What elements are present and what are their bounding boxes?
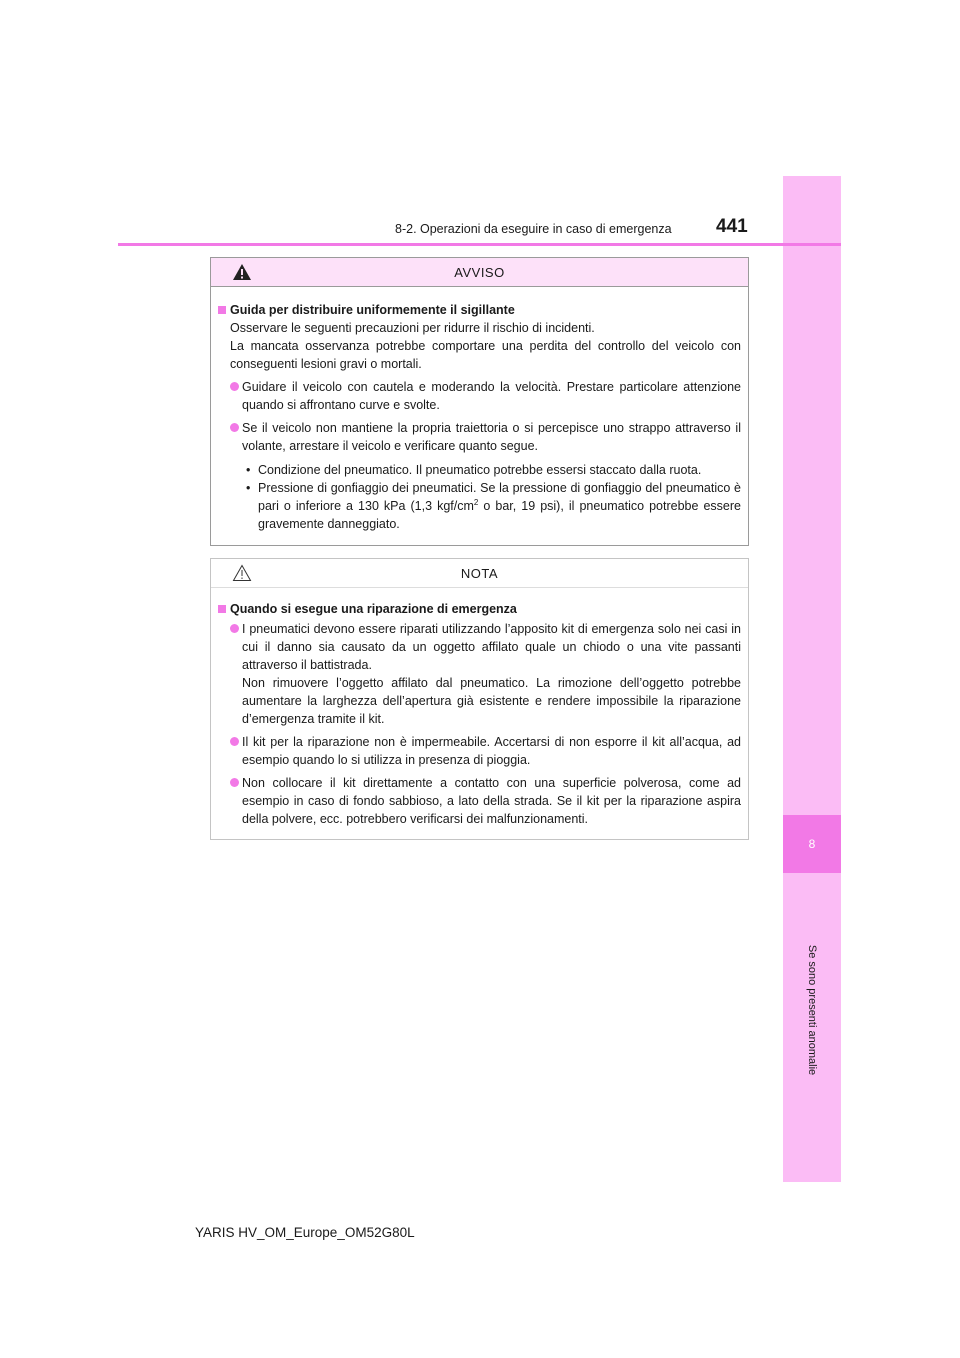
- dot-bullet-icon: [230, 737, 239, 746]
- dot-bullet-icon: [230, 778, 239, 787]
- warning-sub-item: • Condizione del pneumatico. Il pneumatico potrebbe essersi staccato dalla ruota.: [246, 463, 702, 477]
- warning-bullet: Guidare il veicolo con cautela e moderando la velocità. Prestare particolare attenzione quando si affrontano curve e svolte.: [218, 378, 741, 414]
- warning-section-title: Guida per distribuire uniformemente il sigillante: [218, 301, 741, 319]
- header-rule: [118, 243, 841, 246]
- note-box: [210, 558, 749, 840]
- warning-triangle-outline-icon: [232, 564, 252, 585]
- dot-bullet-icon: [230, 624, 239, 633]
- warning-intro-1: Osservare le seguenti precauzioni per ridurre il rischio di incidenti.: [230, 321, 595, 335]
- warning-intro-2: La mancata osservanza potrebbe comportare una perdita del controllo del veicolo con conseguenti lesioni gravi o mortali.: [230, 339, 741, 371]
- page-number: 441: [716, 216, 748, 237]
- dot-bullet-icon: [230, 382, 239, 391]
- note-header: [211, 559, 748, 588]
- warning-bullet: Se il veicolo non mantiene la propria traiettoria o si percepisce uno strappo attraverso il volante, arrestare il veicolo e verificare quanto segue.: [218, 419, 741, 455]
- chapter-number: 8: [808, 837, 816, 851]
- note-title: NOTA: [460, 565, 499, 581]
- chapter-tab: [783, 815, 841, 873]
- dot-bullet-icon: [230, 423, 239, 432]
- note-bullet: Non collocare il kit direttamente a contatto con una superficie polverosa, come ad esempio in caso di fondo sabbioso, a lato della strada. Se il kit per la riparazione aspira della polvere, ecc. potrebbero verificarsi dei malfunzionamenti.: [218, 774, 741, 828]
- warning-header: [211, 258, 748, 287]
- section-header: 8-2. Operazioni da eseguire in caso di emergenza: [395, 222, 672, 236]
- footer-doc-id: YARIS HV_OM_Europe_OM52G80L: [195, 1225, 415, 1240]
- square-bullet-icon: [218, 605, 226, 613]
- note-bullet: I pneumatici devono essere riparati utilizzando l’apposito kit di emergenza solo nei casi in cui il danno sia causato da un oggetto affilato quale un chiodo o una vite passanti attraverso il battistrada. Non rimuovere l’oggetto affilato dal pneumatico. La rimozione dell’oggetto potrebbe aumentare la larghezza dell’apertura già esistente e rendere impossibile la riparazione d’emergenza tramite il kit.: [218, 620, 741, 728]
- note-bullet: Il kit per la riparazione non è impermeabile. Accertarsi di non esporre il kit all’acqua, ad esempio quando lo si utilizza in presenza di pioggia.: [218, 733, 741, 769]
- warning-sub-item: • Pressione di gonfiaggio dei pneumatici. Se la pressione di gonfiaggio del pneumatico è pari o inferiore a 130 kPa (1,3 kgf/$cm^2$ o bar, 19 psi), il pneumatico potrebbe essere gravemente danneggiato.: [246, 481, 741, 531]
- warning-title: AVVISO: [454, 264, 505, 280]
- square-bullet-icon: [218, 306, 226, 314]
- note-section-title: Quando si esegue una riparazione di emergenza: [218, 600, 741, 618]
- warning-box: [210, 257, 749, 546]
- warning-triangle-filled-icon: [232, 263, 252, 284]
- chapter-title: Se sono presenti anomalie: [806, 944, 818, 1076]
